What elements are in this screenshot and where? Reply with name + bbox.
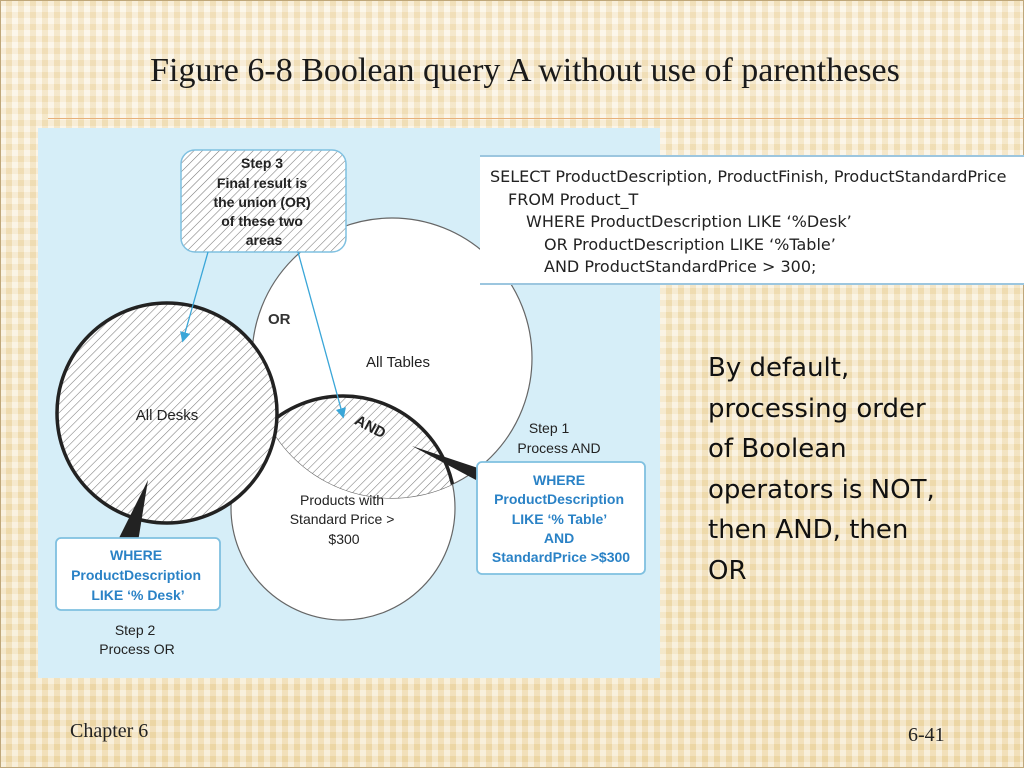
- desks-label: All Desks: [135, 407, 199, 424]
- page-number: 6-41: [908, 724, 945, 746]
- side-note-line: OR: [708, 555, 747, 586]
- side-note-line: operators is NOT,: [708, 474, 935, 505]
- where-and-text: WHERE ProductDescription LIKE ‘% Table’ AND StandardPrice >$300: [491, 472, 631, 565]
- chapter-label: Chapter 6: [70, 720, 149, 742]
- sql-line: SELECT ProductDescription, ProductFinish, ProductStandardPrice: [490, 167, 1007, 186]
- side-note: [708, 348, 1008, 591]
- side-note-line: then AND, then: [708, 515, 909, 545]
- sql-line: FROM Product_T: [508, 189, 639, 209]
- title-divider: [48, 118, 1024, 119]
- slide-title: Figure 6-8 Boolean query A without use of parentheses: [150, 52, 900, 89]
- tables-label: All Tables: [366, 354, 430, 371]
- and-label: AND: [351, 411, 389, 443]
- side-note-line: of Boolean: [708, 434, 847, 464]
- sql-query-box: [480, 155, 1024, 285]
- sql-line: WHERE ProductDescription LIKE ‘%Desk’: [526, 212, 852, 231]
- sql-line: AND ProductStandardPrice > 300;: [544, 257, 817, 276]
- or-label: OR: [268, 311, 291, 328]
- step1-label: Step 1 Process AND: [517, 420, 601, 456]
- step2-label: Step 2 Process OR: [99, 622, 175, 657]
- sql-line: OR ProductDescription LIKE ‘%Table’: [544, 234, 836, 254]
- where-desk-text: WHERE ProductDescription LIKE ‘% Desk’: [71, 547, 202, 603]
- products-label: Products with Standard Price > $300: [289, 492, 395, 547]
- step3-text: Step 3 Final result is the union (OR) of these two areas: [213, 155, 311, 248]
- side-note-line: By default,: [708, 353, 850, 383]
- side-note-line: processing order: [708, 393, 926, 424]
